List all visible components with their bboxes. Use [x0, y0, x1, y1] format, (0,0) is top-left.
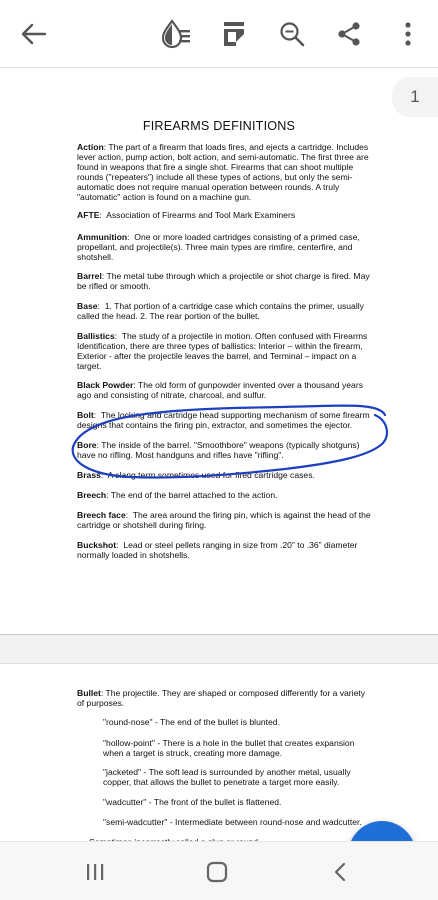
definition-entry [77, 142, 375, 202]
definition-term: Base [77, 301, 98, 311]
bullet-type-text-line: "hollow-point" - There is a hole in the bullet that creates expansion [103, 738, 355, 748]
more-vertical-icon[interactable] [388, 14, 428, 54]
definition-term: Breech face [77, 510, 126, 520]
definition-text-line: The end of the barrel attached to the action. [110, 490, 278, 500]
system-navigation-bar [0, 841, 438, 900]
definition-text-line: The projectile. They are shaped or composed differently for a variety [105, 688, 366, 698]
definition-entry [77, 271, 375, 291]
page-break [0, 634, 438, 664]
definition-entry [77, 210, 375, 220]
definition-entry [77, 410, 375, 430]
definition-separator: : [99, 210, 107, 220]
page-number-badge [392, 77, 438, 117]
top-toolbar [0, 0, 438, 68]
bullet-type-item [103, 767, 371, 787]
definition-separator: : [97, 301, 105, 311]
share-icon[interactable] [329, 14, 369, 54]
definition-text-line: designs that contains the firing pin, extractor, and sometimes the ejector. [77, 420, 353, 430]
definition-entry [77, 540, 375, 560]
bullet-type-text-line: "jacketed" - The soft lead is surrounded by another metal, usually [103, 767, 351, 777]
recent-apps-icon[interactable] [75, 856, 115, 888]
definition-term: Brass [77, 470, 101, 480]
definition-text-line: rounds ("repeaters") include all these types of actions, but only the semi- [77, 172, 353, 182]
definition-separator: : [114, 331, 122, 341]
nav-back-icon[interactable] [320, 856, 360, 888]
definition-term: Action [77, 142, 104, 152]
bullet-type-text-line: "semi-wadcutter" - Intermediate between round-nose and wadcutter. [103, 817, 362, 827]
bullet-type-item [103, 717, 371, 727]
definition-entry [77, 688, 375, 708]
definition-separator: : [100, 470, 108, 480]
definition-entry [77, 470, 375, 480]
definition-separator: : [125, 510, 133, 520]
search-icon[interactable] [272, 14, 312, 54]
definition-text-line: 1. That portion of a cartridge case which contains the primer, usually [104, 301, 364, 311]
definition-text-line: ago and consisting of nitrate, charcoal, and sulfur. [77, 390, 267, 400]
definition-term: Bullet [77, 688, 101, 698]
definition-separator: : [101, 271, 107, 281]
definition-entry [77, 301, 375, 321]
definition-term: Barrel [77, 271, 102, 281]
definition-entry [77, 490, 375, 500]
definition-entry [77, 232, 375, 262]
definition-text-line: shotshell. [77, 252, 114, 262]
bullet-type-text-line: copper, that allows the bullet to penetrate a target more easily. [103, 777, 340, 787]
definition-term: Bore [77, 440, 97, 450]
definition-separator: : [93, 410, 101, 420]
back-arrow-icon[interactable] [14, 14, 54, 54]
definition-text-line: Exterior - after the projectile leaves the barrel, and Terminal – impact on a [77, 351, 357, 361]
definition-text-line: of purposes. [77, 698, 125, 708]
page-layout-icon[interactable] [214, 14, 254, 54]
definition-separator: : [133, 380, 138, 390]
definition-text-line: have no rifling. Most handguns and rifles have "rifling". [77, 450, 284, 460]
pdf-viewer[interactable] [0, 69, 438, 841]
definition-entry [77, 380, 375, 400]
definition-text-line: The study of a projectile in motion. Often confused with Firearms [121, 331, 368, 341]
definition-text-line: cartridge or shotshell during firing. [77, 520, 207, 530]
definition-term: Bolt [77, 410, 94, 420]
definition-separator: : [127, 232, 135, 242]
definition-text-line: target. [77, 361, 102, 371]
definition-text-line: Identification, there are three types of ballistics: Interior – within the firearm, [77, 341, 363, 351]
definition-text-line: lever action, pump action, bolt action, and semi-automatic. The first three are [77, 152, 369, 162]
document-title: FIREARMS DEFINITIONS [142, 119, 296, 133]
definition-text-line: Lead or steel pellets ranging in size from .20” to .36” diameter [123, 540, 358, 550]
definition-term: AFTE [77, 210, 100, 220]
home-icon[interactable] [197, 856, 237, 888]
bullet-type-item [103, 797, 371, 807]
definition-separator: : [103, 142, 109, 152]
definition-text-line: The old form of gunpowder invented over a thousand years [137, 380, 363, 390]
page-number: 1 [410, 87, 420, 106]
definition-text-line: The locking and cartridge head supporting mechanism of some firearm [100, 410, 370, 420]
bullet-type-text-line: "round-nose" - The end of the bullet is blunted. [103, 717, 280, 727]
definition-text-line: The part of a firearm that loads fires, and ejects a cartridge. Includes [108, 142, 369, 152]
definition-text-line: The inside of the barrel. "Smoothbore" weapons (typically shotguns) [101, 440, 360, 450]
bullet-type-item [103, 738, 371, 758]
definition-term: Black Powder [77, 380, 134, 390]
definition-text-line: be rifled or smooth. [77, 281, 151, 291]
definition-text-line: Association of Firearms and Tool Mark Examiners [106, 210, 296, 220]
definition-text-line: propellant, and projectile(s). Three main types are rimfire, centerfire, and [77, 242, 353, 252]
definition-separator: : [100, 688, 106, 698]
definition-text-line: called the head. 2. The rear portion of the bullet. [77, 311, 260, 321]
definition-text-line: One or more loaded cartridges consisting of a primed case, [134, 232, 360, 242]
definition-text-line: found in weapons that fire a single shot. Firearms that can shoot multiple [77, 162, 354, 172]
definition-entry [77, 440, 375, 460]
definition-term: Buckshot [77, 540, 117, 550]
definition-separator: : [106, 490, 111, 500]
reading-mode-icon[interactable] [156, 14, 196, 54]
definition-entry [77, 510, 375, 530]
bullet-type-item [103, 817, 371, 827]
bullet-type-text-line: "wadcutter" - The front of the bullet is flattened. [103, 797, 282, 807]
definition-text-line: A slang term sometimes used for fired cartridge cases. [107, 470, 315, 480]
definition-text-line: The area around the firing pin, which is against the head of the [132, 510, 371, 520]
bullet-type-text-line: when a target is struck, creating more damage. [103, 748, 283, 758]
definition-text-line: normally loaded in shotshells. [77, 550, 190, 560]
definition-text-line: automatic does not require manual operation between rounds. A truly [77, 182, 340, 192]
definition-separator: : [116, 540, 124, 550]
definition-text-line: The metal tube through which a projectile or shot charge is fired. May [106, 271, 370, 281]
definition-separator: : [96, 440, 102, 450]
definition-term: Ballistics [77, 331, 115, 341]
definition-term: Breech [77, 490, 107, 500]
definition-entry [77, 331, 375, 371]
definition-text-line: "automatic" action is found on a machine gun. [77, 192, 252, 202]
definition-term: Ammunition [77, 232, 128, 242]
